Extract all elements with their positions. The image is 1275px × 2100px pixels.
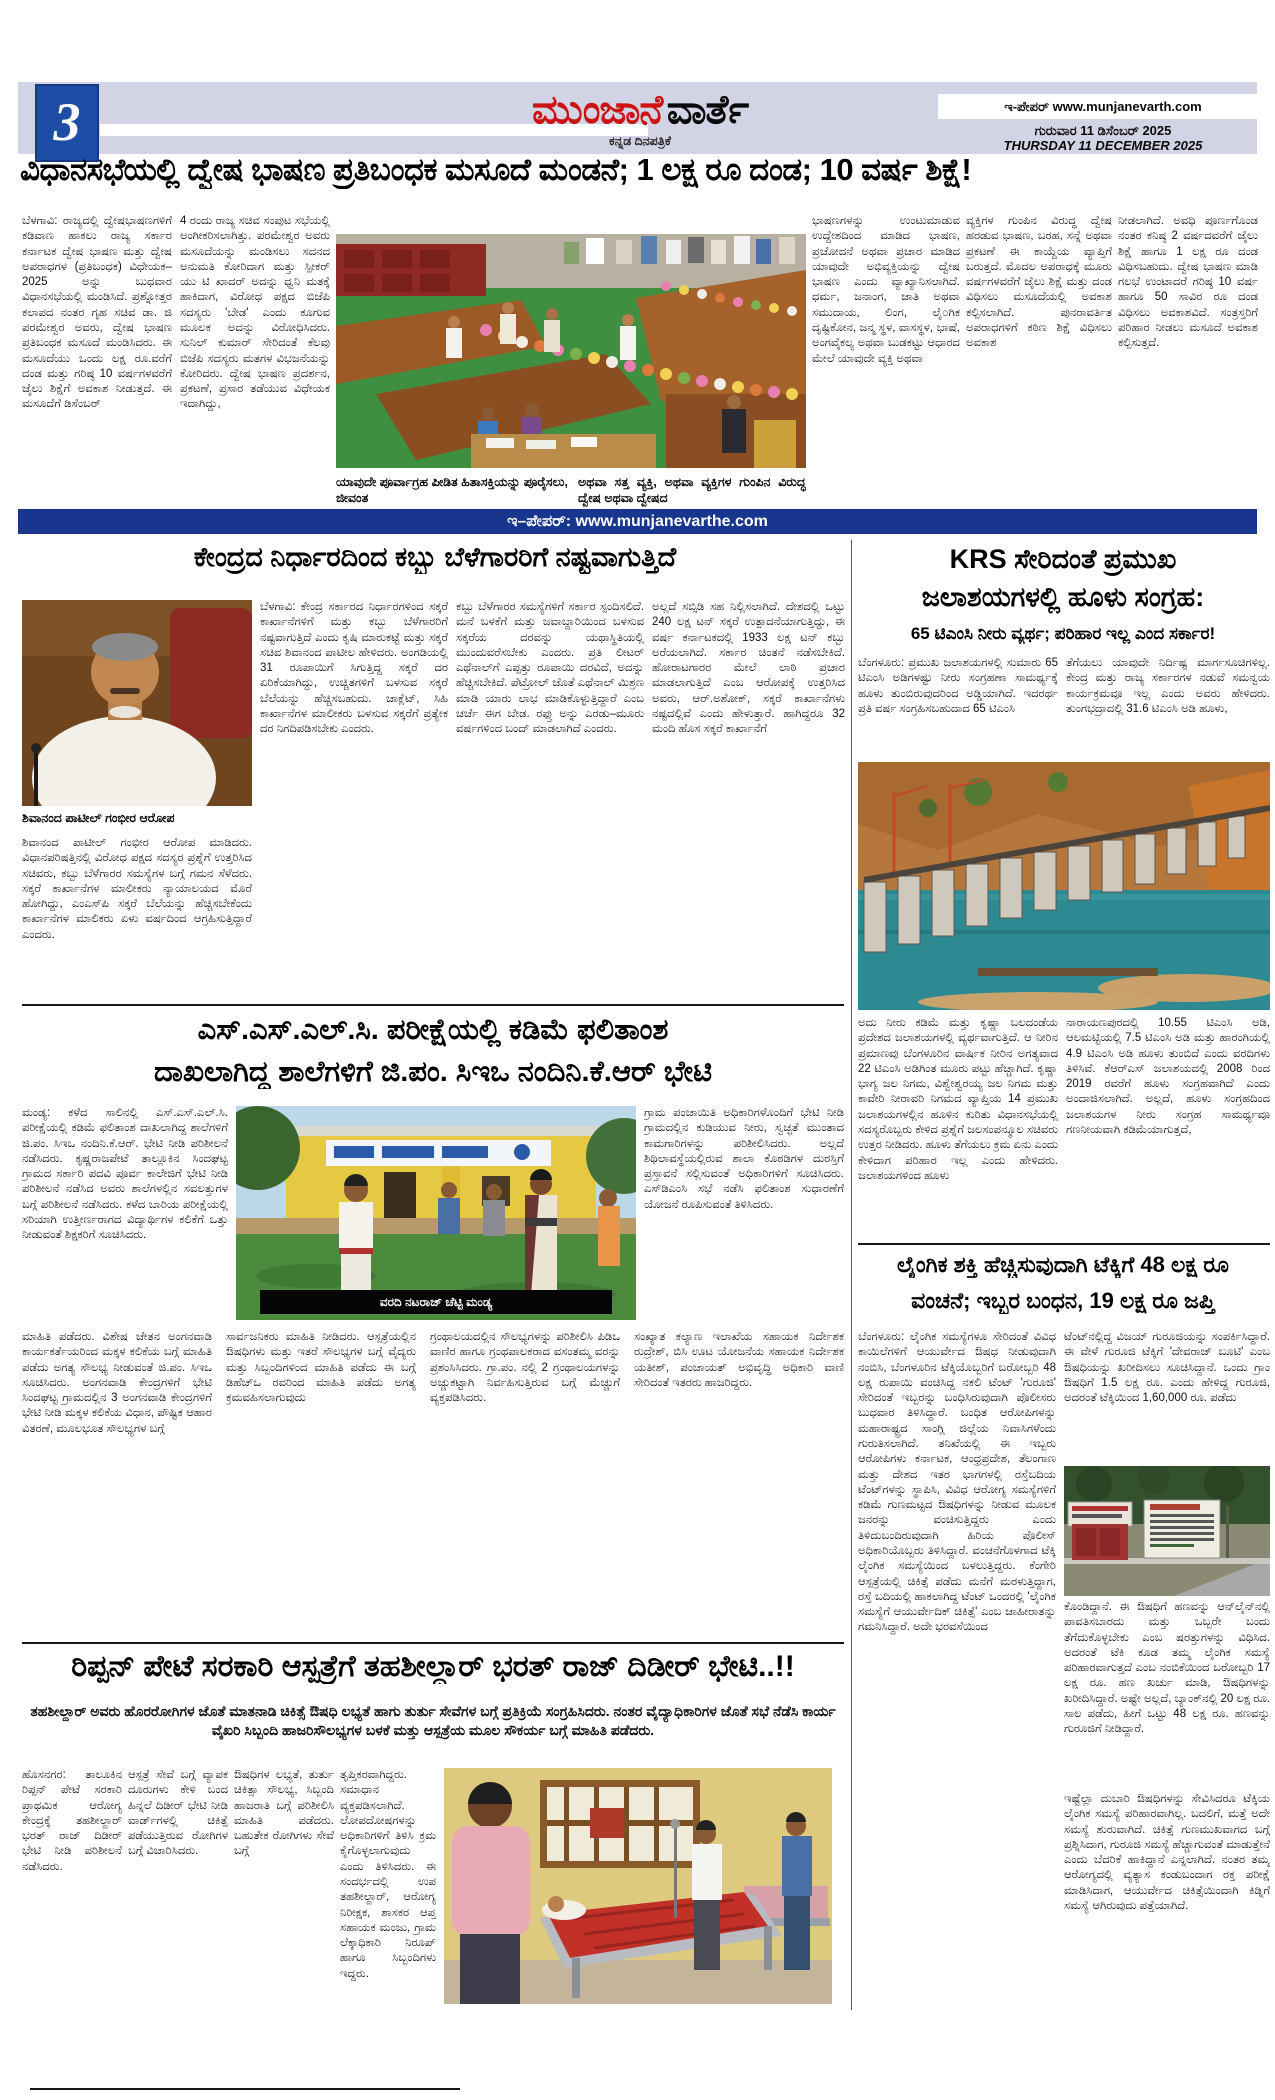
sslc-headline-line2: ದಾಖಲಾಗಿದ್ದ ಶಾಲೆಗಳಿಗೆ ಜಿ.ಪಂ. ಸಿಇಒ ನಂದಿನಿ.ಕೆ.ಆರ್ ಭೇಟಿ	[153, 1056, 713, 1088]
lead-photo-caption-right: ಅಥವಾ ಸತ್ತ ವ್ಯಕ್ತಿ, ಅಥವಾ ವ್ಯಕ್ತಿಗಳ ಗುಂಪಿನ ವಿರುದ್ಧ ದ್ವೇಷ ಅಥವಾ ದ್ವೇಷದ	[578, 475, 806, 506]
rippan-col-4: ತೃಪ್ತಿಕರವಾಗಿದ್ದರು. ಸಮಾಧಾನ ವ್ಯಕ್ತಪಡಿಸಲಾಗಿದೆ. ಲೋಪದೋಷಗಳನ್ನು ಅಧಿಕಾರಿಗಳಿಗೆ ತಿಳಿಸಿ ಕ್ರಮ ಕೈಗೊಳ್ಳಲಾಗುವುದು ಎಂದು ತಿಳಿಸಿದರು. ಈ ಸಂದರ್ಭದಲ್ಲಿ ಉಪ ತಹಶೀಲ್ದಾರ್, ಆರೋಗ್ಯ ನಿರೀಕ್ಷಕ, ಶಾಸಕರ ಆಪ್ತ ಸಹಾಯಕ ಮಂಜು, ಗ್ರಾಮ ಲೆಕ್ಕಾಧಿಕಾರಿ ನಿರೂಪ್ ಹಾಗೂ ಸಿಬ್ಬಂದಿಗಳು ಇದ್ದರು.	[340, 1769, 436, 1980]
rippan-col-3: ಔಷಧಿಗಳ ಲಭ್ಯತೆ, ತುರ್ತು ಚಿಕಿತ್ಸಾ ಸೌಲಭ್ಯ, ಸಿಬ್ಬಂದಿ ಹಾಜರಾತಿ ಬಗ್ಗೆ ಪರಿಶೀಲಿಸಿ ಮಾಹಿತಿ ಪಡೆದರು. ಬಹುತೇಕ ರೋಗಿಗಳು ಸೇವೆ ಬಗ್ಗೆ	[234, 1769, 334, 1858]
fraud-col-right-bottom: ಇಷ್ಟೆಲ್ಲಾ ದುಬಾರಿ ಔಷಧಿಗಳನ್ನು ಸೇವಿಸಿದರೂ ಟೆಕ್ಕಿಯ ಲೈಂಗಿಕ ಸಮಸ್ಯೆ ಪರಿಹಾರವಾಗಿಲ್ಲ. ಬದಲಿಗೆ, ಮತ್ತೆ ಅದೇ ಸಮಸ್ಯೆ ಶುರುವಾಗಿದೆ. ಚಿಕಿತ್ಸೆ ಗುಣಮುಖವಾಗದ ಬಗ್ಗೆ ಪ್ರಶ್ನಿಸಿದಾಗ, ಗುರೂಜಿ ಸಮಸ್ಯೆ ಹೆಚ್ಚಾಗುವಂತೆ ಮಾಡುತ್ತೇನೆ ಎಂದು ಬೆದರಿಕೆ ಹಾಕಿದ್ದಾನೆ ಎನ್ನಲಾಗಿದೆ. ನಂತರ ತಮ್ಮ ಆರೋಗ್ಯದಲ್ಲಿ ವ್ಯತ್ಯಾಸ ಕಂಡುಬಂದಾಗ ರಕ್ತ ಪರೀಕ್ಷೆ ಮಾಡಿಸಿದಾಗ, ಆಯುರ್ವೇದ ಚಿಕಿತ್ಸೆಯಿಂದಾಗಿ ಕಿಡ್ನಿಗೆ ಸಮಸ್ಯೆ ಆಗಿರುವುದು ಪತ್ತೆಯಾಗಿದೆ.	[1064, 1793, 1270, 1912]
rippan-subhead: ತಹಶೀಲ್ದಾರ್ ಅವರು ಹೊರರೋಗಿಗಳ ಜೊತೆ ಮಾತನಾಡಿ ಚಿಕಿತ್ಸೆ ಔಷಧಿ ಲಭ್ಯತೆ ಹಾಗು ತುರ್ತು ಸೇವೆಗಳ ಬಗ್ಗೆ ಪ್ರತಿಕ್ರಿಯೆ ಸಂಗ್ರಹಿಸಿದರು. ನಂತರ ವೈದ್ಯಾಧಿಕಾರಿಗಳ ಜೊತೆ ಸಭೆ ನೆಡೆಸಿ ಕಾರ್ಯ ವೈಖರಿ ಸಿಬ್ಬಂದಿ ಹಾಜರಿಸೌಲಭ್ಯಗಳ ಬಳಕೆ ಮತ್ತು ಆಸ್ಪತ್ರೆಯ ಮೂಲ ಸೌಕರ್ಯ ಬಗ್ಗೆ ಮಾಹಿತಿ ಪಡೆದರು.	[30, 1703, 836, 1738]
sugarcane-col-1: ಬೆಳಗಾವಿ: ಕೇಂದ್ರ ಸರ್ಕಾರದ ನಿರ್ಧಾರಗಳಿಂದ ಸಕ್ಕರೆ ಕಾರ್ಖಾನೆಗಳಿಗೆ ಮತ್ತು ಕಬ್ಬು ಬೆಳೆಗಾರರಿಗೆ ನಷ್ಟವಾಗುತ್ತಿದೆ ಎಂದು ಕೃಷಿ ಮಾರುಕಟ್ಟೆ ಮತ್ತು ಸಕ್ಕರೆ ಸಚಿವ ಶಿವಾನಂದ ಪಾಟೀಲ ಹೇಳಿದರು. ಅಂಗಡಿಯಲ್ಲಿ 31 ರೂಪಾಯಿಗೆ ಸಿಗುತ್ತಿದ್ದ ಸಕ್ಕರೆ ದರ ಏರಿಕೆಯಾಗಿದ್ದು, ಉಚ್ಚಿತಗಳಿಗೆ ಬಳಸುವ ಸಕ್ಕರೆ ಬೆಲೆಯನ್ನು ಹೆಚ್ಚಿಸಬಹುದು. ಚಾಕ್ಲೆಟ್, ಸಿಹಿ ಕಾರ್ಖಾನೆಗಳ ಮಾಲೀಕರು ಬಳಸುವ ಸಕ್ಕರೆಗೆ ಪ್ರತ್ಯೇಕ ದರ ನಿಗದಿಪಡಿಸಬೇಕು ಎಂದರು.	[260, 601, 448, 736]
lead-photo-caption-left: ಯಾವುದೇ ಪೂರ್ವಾಗ್ರಹ ಪೀಡಿತ ಹಿತಾಸಕ್ತಿಯನ್ನು ಪೂರೈಸಲು, ಜೀವಂತ	[336, 475, 568, 506]
sugarcane-headline: ಕೇಂದ್ರದ ನಿರ್ಧಾರದಿಂದ ಕಬ್ಬು ಬೆಳೆಗಾರರಿಗೆ ನಷ್ಟವಾಗುತ್ತಿದೆ	[193, 542, 677, 572]
lead-col-5: ನೀಡಲಾಗಿದೆ. ಅವಧಿ ಪೂರ್ಣಗೊಂಡ ನಂತರ ಕನಿಷ್ಠ 2 ವರ್ಷದವರೆಗೆ ಜೈಲು ಶಿಕ್ಷೆ ಹಾಗೂ 1 ಲಕ್ಷ ರೂ ದಂಡ ವಿಧಿಸಬಹುದು. ದ್ವೇಷ ಭಾಷಣ ಮಾಡಿ ಗಲಭೆ ಉಂಟಾದರೆ ಗರಿಷ್ಠ 10 ವರ್ಷ ಹಾಗೂ 50 ಸಾವಿರ ರೂ ದಂಡ ವಿಧಿಸಲು ಅವಕಾಶವಿದೆ. ಸಂತ್ರಸ್ತರಿಗೆ ಪರಿಹಾರ ನೀಡಲು ಮಸೂದೆ ಅವಕಾಶ ಕಲ್ಪಿಸುತ್ತದೆ.	[1118, 215, 1258, 350]
lead-headline: ವಿಧಾನಸಭೆಯಲ್ಲಿ ದ್ವೇಷ ಭಾಷಣ ಪ್ರತಿಬಂಧಕ ಮಸೂದೆ ಮಂಡನೆ; 1 ಲಕ್ಷ ರೂ ದಂಡ; 10 ವರ್ಷ ಶಿಕ್ಷೆ!	[20, 152, 972, 187]
fraud-headline-line1: ಲೈಂಗಿಕ ಶಕ್ತಿ ಹೆಚ್ಚಿಸುವುದಾಗಿ ಟೆಕ್ಕಿಗೆ 48 ಲಕ್ಷ ರೂ	[897, 1252, 1229, 1277]
bottom-partial-rule	[30, 2088, 460, 2090]
section-divider-vertical	[851, 540, 852, 2010]
fraud-top-rule	[858, 1243, 1270, 1245]
sslc-col-right: ಗ್ರಾಮ ಪಂಚಾಯಿತಿ ಅಧಿಕಾರಿಗಳೊಂದಿಗೆ ಭೇಟಿ ನೀಡಿ ಗ್ರಾಮದಲ್ಲಿನ ಕುಡಿಯುವ ನೀರು, ಸ್ವಚ್ಛತೆ ಮುಂತಾದ ಕಾಮಗಾರಿಗಳನ್ನು ಪರಿಶೀಲಿಸಿದರು. ಅಲ್ಲದೆ ಶಿಥಿಲಾವಸ್ಥೆಯಲ್ಲಿರುವ ಶಾಲಾ ಕೊಠಡಿಗಳ ದುರಸ್ತಿಗೆ ಪ್ರಸ್ತಾವನೆ ಸಲ್ಲಿಸುವಂತೆ ಅಧಿಕಾರಿಗಳಿಗೆ ಸೂಚಿಸಿದರು. ಎಸ್‌ಡಿಎಂಸಿ ಸಭೆ ನಡೆಸಿ ಫಲಿತಾಂಶ ಸುಧಾರಣೆಗೆ ಯೋಜನೆ ರೂಪಿಸುವಂತೆ ತಿಳಿಸಿದರು.	[644, 1107, 844, 1211]
lead-col-4: ವ್ಯಕ್ತಿಗಳ ಗುಂಪಿನ ವಿರುದ್ಧ ದ್ವೇಷ ಹರಡುವ ಭಾಷಣ, ಬರಹ, ಸನ್ನೆ ಅಥವಾ ಪ್ರಕಟಣೆ ಈ ಕಾಯ್ದೆಯ ವ್ಯಾಪ್ತಿಗೆ ಬರುತ್ತದೆ. ಮೊದಲ ಅಪರಾಧಕ್ಕೆ ಮೂರು ವರ್ಷಗಳವರೆಗೆ ಜೈಲು ಶಿಕ್ಷೆ ಮತ್ತು ದಂಡ ವಿಧಿಸಲು ಮಸೂದೆಯಲ್ಲಿ ಅವಕಾಶ ಕಲ್ಪಿಸಲಾಗಿದೆ. ಪುನರಾವರ್ತಿತ ಅಪರಾಧಗಳಿಗೆ ಕಠಿಣ ಶಿಕ್ಷೆ ವಿಧಿಸಲು ಅವಕಾಶ	[966, 215, 1112, 350]
sugarcane-col-2: ಕಬ್ಬು ಬೆಳೆಗಾರರ ಸಮಸ್ಯೆಗಳಿಗೆ ಸರ್ಕಾರ ಸ್ಪಂದಿಸಲಿದೆ. ಮನೆ ಬಳಕೆಗೆ ಮತ್ತು ಜವಾಬ್ದಾರಿಯಿಂದ ಬಳಸುವ ಸಕ್ಕರೆಯ ದರವನ್ನು ಯಥಾಸ್ಥಿತಿಯಲ್ಲಿ ಮುಂದುವರೆಸಬೇಕು ಎಂದರು. ಪ್ರತಿ ಲೀಟರ್ ಎಥೆನಾಲ್‌ಗೆ ಎಪ್ಪತ್ತು ರೂಪಾಯಿ ದರವಿದೆ, ಅದನ್ನು ಹೆಚ್ಚಿಸಬೇಕಿದೆ. ಪೆಟ್ರೋಲ್ ಜೊತೆ ಎಥೆನಾಲ್ ಮಿಶ್ರಣ ಮಾಡಿ ಯಾರು ಲಾಭ ಮಾಡಿಕೊಳ್ಳುತ್ತಿದ್ದಾರೆ ಎಂಬ ಚರ್ಚೆ ಈಗ ಬೇಡ. ರಫ್ತು ಅನ್ನು ಎರಡು–ಮೂರು ವರ್ಷಗಳಿಂದ ಬಂದ್ ಮಾಡಲಾಗಿದೆ ಎಂದರು.	[456, 601, 644, 736]
sslc-top-rule	[22, 1004, 844, 1006]
fraud-headline-line2: ವಂಚನೆ; ಇಬ್ಬರ ಬಂಧನ, 19 ಲಕ್ಷ ರೂ ಜಪ್ತಿ	[911, 1288, 1215, 1313]
krs-col-top-1: ಬೆಂಗಳೂರು: ಪ್ರಮುಖ ಜಲಾಶಯಗಳಲ್ಲಿ ಸುಮಾರು 65 ಟಿಎಂಸಿ ಅಡಿಗಳಷ್ಟು ನೀರು ಸಂಗ್ರಹಣಾ ಸಾಮರ್ಥ್ಯಕ್ಕೆ ಹೂಳು ತುಂಬಿರುವುದರಿಂದ ಅಡ್ಡಿಯಾಗಿದೆ. ಇದರರ್ಥ ಪ್ರತಿ ವರ್ಷ ಸಂಗ್ರಹಿಸಬಹುದಾದ 65 ಟಿಎಂಸಿ	[858, 657, 1058, 715]
sslc-lower-col-2: ಸಾರ್ವಜನಿಕರು ಮಾಹಿತಿ ನೀಡಿದರು. ಆಸ್ಪತ್ರೆಯಲ್ಲಿನ ಔಷಧಿಗಳು ಮತ್ತು ಇತರೆ ಸೌಲಭ್ಯಗಳ ಬಗ್ಗೆ ವೈದ್ಯರು ಮತ್ತು ಸಿಬ್ಬಂದಿಗಳಿಂದ ಮಾಹಿತಿ ಪಡೆದು ಈ ಬಗ್ಗೆ ಡಿಹೆಚ್‌ಒ ರವರಿಂದ ಮಾಹಿತಿ ಪಡೆದು ಅಗತ್ಯ ಕ್ರಮವಹಿಸಲಾಗುವುದು	[226, 1331, 416, 1405]
sslc-lower-col-1: ಮಾಹಿತಿ ಪಡೆದರು. ವಿಶೇಷ ಚೇತನ ಅಂಗನವಾಡಿ ಕಾರ್ಯಕರ್ತೆಯರಿಂದ ಮಕ್ಕಳ ಕಲಿಕೆಯ ಬಗ್ಗೆ ಮಾಹಿತಿ ಪಡೆದು ಅಗತ್ಯ ಸೌಲಭ್ಯ ನೀಡುವಂತೆ ಜಿ.ಪಂ. ಸಿಇಒ ಸೂಚಿಸಿದರು. ಅಂಗನವಾಡಿ ಕೇಂದ್ರಗಳಿಗೆ ಭೇಟಿ ಸಿಂದಘಟ್ಟ ಗ್ರಾಮದಲ್ಲಿನ 3 ಅಂಗನವಾಡಿ ಕೇಂದ್ರಗಳಿಗೆ ಭೇಟಿ ನೀಡಿ ಮಕ್ಕಳ ಕಲಿಕೆಯ ವಿಧಾನ, ಪೌಷ್ಟಿಕ ಆಹಾರ ವಿತರಣೆ, ಮೂಲಭೂತ ಸೌಲಭ್ಯಗಳ ಬಗ್ಗೆ	[22, 1331, 212, 1435]
epaper-bar: ಇ–ಪೇಪರ್: www.munjanevarthe.com	[18, 509, 1257, 534]
lead-col-3: ಭಾಷಣಗಳನ್ನು ಉಂಟುಮಾಡುವ ಉದ್ದೇಶದಿಂದ ಮಾಡಿದ ಭಾಷಣ, ಪ್ರಚೋದನೆ ಅಥವಾ ಪ್ರಚಾರ ಮಾಡಿದ ಯಾವುದೇ ಅಭಿವ್ಯಕ್ತಿಯನ್ನು ದ್ವೇಷ ಭಾಷಣ ಎಂದು ವ್ಯಾಖ್ಯಾನಿಸಲಾಗಿದೆ. ಧರ್ಮ, ಜನಾಂಗ, ಜಾತಿ ಅಥವಾ ಸಮುದಾಯ, ಲಿಂಗ, ಲೈ೦ಗಿಕ ದೃಷ್ಟಿಕೋನ, ಜನ್ಮ ಸ್ಥಳ, ವಾಸಸ್ಥಳ, ಭಾಷೆ, ಅಂಗವೈಕಲ್ಯ ಅಥವಾ ಬುಡಕಟ್ಟು ಆಧಾರದ ಮೇಲೆ ಯಾವುದೇ ವ್ಯಕ್ತಿ ಅಥವಾ	[812, 215, 960, 365]
sslc-col-left: ಮಂಡ್ಯ: ಕಳೆದ ಸಾಲಿನಲ್ಲಿ ಎಸ್.ಎಸ್.ಎಲ್.ಸಿ. ಪರೀಕ್ಷೆಯಲ್ಲಿ ಕಡಿಮೆ ಫಲಿತಾಂಶ ದಾಖಲಾಗಿದ್ದ ಶಾಲೆಗಳಿಗೆ ಜಿ.ಪಂ. ಸಿಇಒ ನಂದಿನಿ.ಕೆ.ಆರ್. ಭೇಟಿ ನೀಡಿ ಪರಿಶೀಲನೆ ನಡೆಸಿದರು. ಕೃಷ್ಣರಾಜಪೇಟೆ ತಾಲ್ಲೂಕಿನ ಸಿಂದಘಟ್ಟ ಗ್ರಾಮದ ಸರ್ಕಾರಿ ಪದವಿ ಪೂರ್ವ ಕಾಲೇಜಿಗೆ ಭೇಟಿ ನೀಡಿ ಪರಿಶೀಲನೆ ನಡೆಸಿದ ಅವರು ಶಾಲೆಗಳಲ್ಲಿನ ಸವಲತ್ತುಗಳ ಬಗ್ಗೆ ಪರಿಶೀಲನೆ ನಡೆಸಿದರು. ಕಳೆದ ಬಾರಿಯ ಪರೀಕ್ಷೆಯಲ್ಲಿ ಸರಿಯಾಗಿ ಉತ್ತೀರ್ಣರಾಗದ ವಿದ್ಯಾರ್ಥಿಗಳ ಕಲಿಕೆಗೆ ಒತ್ತು ನೀಡುವಂತೆ ಶಿಕ್ಷಕರಿಗೆ ಸೂಚಿಸಿದರು.	[22, 1107, 228, 1242]
roadside-banners-photo	[1064, 1466, 1270, 1596]
fraud-col-left: ಬೆಂಗಳೂರು: ಲೈಂಗಿಕ ಸಮಸ್ಯೆಗಳೂ ಸೇರಿದಂತೆ ವಿವಿಧ ಕಾಯಿಲೆಗಳಿಗೆ ಆಯುರ್ವೇದ ಔಷಧ ನೀಡುವುದಾಗಿ ನಂಬಿಸಿ, ಬೆಂಗಳೂರಿನ ಟೆಕ್ಕಿಯೊಬ್ಬರಿಗೆ ಬರೋಬ್ಬರಿ 48 ಲಕ್ಷ ರುಪಾಯಿ ವಂಚಿಸಿದ್ದ ನಕಲಿ ಟೆಂಟ್ 'ಗುರೂಜಿ' ಸೇರಿದಂತೆ ಇಬ್ಬರನ್ನು ಬಂಧಿಸಿರುವುದಾಗಿ ಪೊಲೀಸರು ಬುಧವಾರ ತಿಳಿಸಿದ್ದಾರೆ. ಬಂಧಿತ ಆರೋಪಿಗಳನ್ನು ಮಹಾರಾಷ್ಟ್ರದ ಸಾಂಗ್ಲಿ ಜಿಲ್ಲೆಯ ನಿವಾಸಿಗಳೆಂದು ಗುರುತಿಸಲಾಗಿದೆ. ತನಿಖೆಯಲ್ಲಿ ಈ ಇಬ್ಬರು ಆರೋಪಿಗಳು ಕರ್ನಾಟಕ, ಆಂಧ್ರಪ್ರದೇಶ, ತೆಲಂಗಾಣ ಮತ್ತು ದೇಶದ ಇತರ ಭಾಗಗಳಲ್ಲಿ ರಸ್ತೆಬದಿಯ ಟೆಂಟ್‌ಗಳನ್ನು ಸ್ಥಾಪಿಸಿ, ವಿವಿಧ ಆರೋಗ್ಯ ಸಮಸ್ಯೆಗಳಿಗೆ ಕಡಿಮೆ ಗುಣಮಟ್ಟದ ಔಷಧಿಗಳನ್ನು ನೀಡುವ ಮೂಲಕ ಜನರನ್ನು ವಂಚಿಸುತ್ತಿದ್ದರು ಎಂದು ತಿಳಿದುಬಂದಿರುವುದಾಗಿ ಹಿರಿಯ ಪೊಲೀಸ್ ಅಧಿಕಾರಿಯೊಬ್ಬರು ತಿಳಿಸಿದ್ದಾರೆ. ವಂಚನೆಗೊಳಗಾದ ಟೆಕ್ಕಿ ಲೈಂಗಿಕ ಸಮಸ್ಯೆಯಿಂದ ಬಳಲುತ್ತಿದ್ದರು. ಕೆಂಗೇರಿ ಆಸ್ಪತ್ರೆಯಲ್ಲಿ ಚಿಕಿತ್ಸೆ ಪಡೆದು ಮನೆಗೆ ಮರಳುತ್ತಿದ್ದಾಗ, ರಸ್ತೆ ಬದಿಯಲ್ಲಿ ಹಾಕಲಾಗಿದ್ದ ಟೆಂಟ್ ಒಂದರಲ್ಲಿ 'ಲೈಂಗಿಕ ಸಮಸ್ಯೆಗೆ ಆಯುರ್ವೇದಿಕ್ ಚಿಕಿತ್ಸೆ' ಎಂಬ ಜಾಹೀರಾತನ್ನು ಗಮನಿಸಿದ್ದಾರೆ. ಅದೇ ಭರವಸೆಯಿಂದ	[858, 1331, 1056, 1634]
krs-col-bottom-1: ಅದು ನೀರು ಕಡಿಮೆ ಮತ್ತು ಕೃಷ್ಣಾ ಬಲದಂಡೆಯ ಪ್ರದೇಶದ ಜಲಾಶಯಗಳಲ್ಲಿ ವ್ಯರ್ಥವಾಗುತ್ತಿದೆ. ಆ ನೀರಿನ ಪ್ರಮಾಣವು ಬೆಂಗಳೂರಿನ ವಾರ್ಷಿಕ ನೀರಿನ ಅಗತ್ಯವಾದ 22 ಟಿಎಂಸಿ ಅಡಿಗಿಂತ ಮೂರು ಪಟ್ಟು ಹೆಚ್ಚಾಗಿದೆ. ಕೃಷ್ಣಾ ಭಾಗ್ಯ ಜಲ ನಿಗಮ, ವಿಶ್ವೇಶ್ವರಯ್ಯ ಜಲ ನಿಗಮ ಮತ್ತು ಕಾವೇರಿ ನೀರಾವರಿ ನಿಗಮದ ವ್ಯಾಪ್ತಿಯ 14 ಪ್ರಮುಖ ಜಲಾಶಯಗಳಲ್ಲಿನ ಹೂಳಿನ ಕುರಿತು ವಿಧಾನಸಭೆಯಲ್ಲಿ ಸದಸ್ಯರೊಬ್ಬರು ಕೇಳಿದ ಪ್ರಶ್ನೆಗೆ ಜಲಸಂಪನ್ಮೂಲ ಸಚಿವರು ಉತ್ತರ ನೀಡಿದರು. ಹೂಳು ತೆಗೆಯಲು ಕ್ರಮ ಏನು ಎಂದು ಕೇಳಿದಾಗ ಪರಿಹಾರ ಇಲ್ಲ ಎಂದು ಹೇಳಿದರು. ಜಲಾಶಯಗಳಿಂದ ಹೂಳು	[858, 1017, 1058, 1182]
page-number: 3	[35, 84, 99, 162]
sslc-lower-col-4: ಸಂಖ್ಯಾತ ಕಲ್ಯಾಣ ಇಲಾಖೆಯ ಸಹಾಯಕ ನಿರ್ದೇಶಕ ರುದ್ರೇಶ್, ಬಿಸಿ ಊಟ ಯೋಜನೆಯ ಸಹಾಯಕ ನಿರ್ದೇಶಕ ಯತೀಶ್, ಪಂಚಾಯತ್ ಅಭಿವೃದ್ಧಿ ಅಧಿಕಾರಿ ವಾಣಿ ಸೇರಿದಂತೆ ಇತರರು ಹಾಜರಿದ್ದರು.	[634, 1331, 844, 1389]
krs-headline-line2: ಜಲಾಶಯಗಳಲ್ಲಿ ಹೂಳು ಸಂಗ್ರಹ:	[921, 582, 1205, 612]
sugarcane-col-under-photo: ಶಿವಾನಂದ ಪಾಟೀಲ್ ಗಂಭೀರ ಆರೋಪ ಮಾಡಿದರು. ವಿಧಾನಪರಿಷತ್ತಿನಲ್ಲಿ ವಿರೋಧ ಪಕ್ಷದ ಸದಸ್ಯರ ಪ್ರಶ್ನೆಗೆ ಉತ್ತರಿಸಿದ ಸಚಿವರು, ಕಬ್ಬು ಬೆಳೆಗಾರರ ಸಮಸ್ಯೆಗಳ ಬಗ್ಗೆ ಗಮನ ಸೆಳೆದರು. ಸಕ್ಕರೆ ಕಾರ್ಖಾನೆಗಳ ಮಾಲೀಕರು ನ್ಯಾಯಾಲಯದ ಮೊರೆ ಹೋಗಿದ್ದು, ಎಂಎಸ್‌ಪಿ ಸಕ್ಕರೆ ಬೆಲೆಯನ್ನು ಹೆಚ್ಚಿಸಬೇಕೆಂದು ಕಾರ್ಖಾನೆಗಳ ಮಾಲಿಕರು ಏಳು ವರ್ಷದಿಂದ ಆಗ್ರಹಿಸುತ್ತಿದ್ದಾರೆ ಎಂದರು.	[22, 837, 252, 941]
rippan-col-2: ಆಸ್ಪತ್ರೆ ಸೇವೆ ಬಗ್ಗೆ ವ್ಯಾಪಕ ದೂರುಗಳು ಕೇಳಿ ಬಂದ ಹಿನ್ನಲೆ ದಿಡೀರ್ ಭೇಟಿ ನೀಡಿ ವಾರ್ಡ್‌ಗಳಲ್ಲಿ ಚಿಕಿತ್ಸೆ ಪಡೆಯುತ್ತಿರುವ ರೋಗಿಗಳ ಬಗ್ಗೆ ವಿಚಾರಿಸಿದರು.	[128, 1769, 228, 1858]
krs-col-bottom-2: ನಾರಾಯಣಪುರದಲ್ಲಿ 10.55 ಟಿಎಂಸಿ ಅಡಿ, ಆಲಮಟ್ಟಿಯಲ್ಲಿ 7.5 ಟಿಎಂಸಿ ಅಡಿ ಮತ್ತು ಹಾರಂಗಿಯಲ್ಲಿ 4.9 ಟಿಎಂಸಿ ಅಡಿ ಹೂಳು ತುಂಬಿದೆ ಎಂದು ವರದಿಗಳು ತಿಳಿಸಿವೆ. ಕೆಆರ್‌ಎಸ್ ಜಲಾಶಯದಲ್ಲಿ 2008 ರಿಂದ 2019 ರವರೆಗೆ ಹೂಳು ಸಂಗ್ರಹವಾಗಿದೆ ಎಂದು ಅಂದಾಜಿಸಲಾಗಿದೆ. ಅಲ್ಲದೆ, ಹೂಳು ಸಂಗ್ರಹದಿಂದ ಜಲಾಶಯಗಳ ನೀರು ಸಂಗ್ರಹ ಸಾಮರ್ಥ್ಯವೂ ಗಣನೀಯವಾಗಿ ಕಡಿಮೆಯಾಗುತ್ತದೆ,	[1066, 1017, 1270, 1136]
masthead-title-red: ಮುಂಜಾನೆ	[531, 88, 663, 132]
sugarcane-col-3: ಅಲ್ಲದೆ ಸಬ್ಸಿಡಿ ಸಹ ನಿಲ್ಲಿಸಲಾಗಿದೆ. ದೇಶದಲ್ಲಿ ಒಟ್ಟು 240 ಲಕ್ಷ ಟನ್ ಸಕ್ಕರೆ ಉತ್ಪಾದನೆಯಾಗುತ್ತಿದ್ದು, ಈ ವರ್ಷ ಕರ್ನಾಟಕದಲ್ಲಿ 1933 ಲಕ್ಷ ಟನ್ ಕಬ್ಬು ಅರೆಯಲಾಗಿದೆ. ಸರ್ಕಾರ ಚಿಂತನೆ ನಡೆಸಬೇಕಿದೆ. ಹೋರಾಟಗಾರರ ಮೇಲೆ ಲಾಠಿ ಪ್ರಚಾರ ಮಾಡಲಾಗುತ್ತಿದೆ ಎಂಬ ಆರೋಪಕ್ಕೆ ಉತ್ತರಿಸಿದ ಅವರು, ಆರ್.ಅಶೋಕ್, ಸಕ್ಕರೆ ಕಾರ್ಖಾನೆಗಳು ನಷ್ಟದಲ್ಲಿವೆ ಎಂದು ಹೇಳುತ್ತಾರೆ. ಹಾಗಿದ್ದರೂ 32 ಮಂದಿ ಹೊಸ ಸಕ್ಕರೆ ಕಾರ್ಖಾನೆಗೆ	[652, 601, 845, 736]
masthead	[380, 88, 900, 133]
sslc-lower-col-3: ಗ್ರಂಥಾಲಯದಲ್ಲಿನ ಸೌಲಭ್ಯಗಳನ್ನು ಪರಿಶೀಲಿಸಿ ಪಿಡಿಒ ವಾಣಿರ ಹಾಗೂ ಗ್ರಂಥಪಾಲಕರಾದ ವಸಂತಮ್ಮ ವರನ್ನು ಪ್ರಶಂಸಿಸಿದರು. ಗ್ರಾ.ಪಂ. ನಲ್ಲಿ 2 ಗ್ರಂಥಾಲಯಗಳನ್ನು ಅಚ್ಚುಕಟ್ಟಾಗಿ ನಿರ್ವಹಿಸುತ್ತಿರುವ ಬಗ್ಗೆ ಮೆಚ್ಚುಗೆ ವ್ಯಕ್ತಪಡಿಸಿದರು.	[430, 1331, 620, 1405]
hospital-ward-photo	[444, 1768, 832, 2004]
krs-subhead: 65 ಟಿಎಂಸಿ ನೀರು ವ್ಯರ್ಥ; ಪರಿಹಾರ ಇಲ್ಲ ಎಂದ ಸರ್ಕಾರ!	[910, 624, 1216, 643]
masthead-title-black: ವಾರ್ತೆ	[666, 88, 749, 132]
date-kannada: ಗುರುವಾರ 11 ಡಿಸೆಂಬರ್ 2025	[1034, 123, 1172, 138]
fraud-col-right-top: ಟೆಂಟ್‌ನಲ್ಲಿದ್ದ ವಿಜಯ್ ಗುರೂಜಿಯನ್ನು ಸಂಪರ್ಕಿಸಿದ್ದಾರೆ. ಈ ವೇಳೆ ಗುರೂಜಿ ಟೆಕ್ಕಿಗೆ 'ದೇವರಾಜ್ ಬೂಟಿ' ಎಂಬ ಔಷಧಿಯನ್ನು ಖರೀದಿಸಲು ಸೂಚಿಸಿದ್ದಾನೆ. ಒಂದು ಗ್ರಾಂ ಔಷಧಿಗೆ 1.5 ಲಕ್ಷ ರೂ. ಎಂದು ಹೇಳಿದ್ದ ಗುರೂಜಿ, ಅದರಂತೆ ಟೆಕ್ಕಿಯಿಂದ 1,60,000 ರೂ. ಪಡೆದು	[1064, 1331, 1270, 1405]
epaper-url: ಇ-ಪೇಪರ್ www.munjanevarth.com	[938, 94, 1268, 119]
minister-portrait-photo	[22, 600, 252, 806]
assembly-hall-photo	[336, 234, 806, 468]
rippan-top-rule	[22, 1642, 844, 1644]
minister-photo-caption: ಶಿವಾನಂದ ಪಾಟೀಲ್ ಗಂಭೀರ ಆರೋಪ	[22, 811, 175, 825]
date-english: THURSDAY 11 DECEMBER 2025	[1003, 138, 1203, 153]
lead-col-2: 4 ರಂದು ರಾಜ್ಯ ಸಚಿವ ಸಂಪುಟ ಸಭೆಯಲ್ಲಿ ಅಂಗೀಕರಿಸಲಾಗಿತ್ತು. ಪರಮೇಶ್ವರ ಅವರು ಮಸೂದೆಯನ್ನು ಮಂಡಿಸಲು ಸದನದ ಅನುಮತಿ ಕೋರಿದಾಗ ಮತ್ತು ಸ್ಪೀಕರ್ ಯು ಟಿ ಖಾದರ್ ಅದನ್ನು ಧ್ವನಿ ಮತಕ್ಕೆ ಹಾಕಿದಾಗ, ವಿರೋಧ ಪಕ್ಷದ ಬಿಜೆಪಿ ಸದಸ್ಯರು 'ಬೇಡ' ಎಂದು ಕೂಗುವ ಮೂಲಕ ಅದನ್ನು ವಿರೋಧಿಸಿದರು. ಸುನಿಲ್ ಕುಮಾರ್ ಸೇರಿದಂತೆ ಕೆಲವು ಬಿಜೆಪಿ ಸದಸ್ಯರು ಮತಗಳ ವಿಭಜನೆಯನ್ನು ಕೋರಿದರು. ದ್ವೇಷ ಭಾಷಣ ಪ್ರದರ್ಶನ, ಪ್ರಕಟಣೆ, ಪ್ರಸಾರ ತಡೆಯುವ ವಿಧೇಯಕ ಇದಾಗಿದ್ದು,	[180, 215, 330, 411]
rippan-headline: ರಿಪ್ಪನ್ ಪೇಟೆ ಸರಕಾರಿ ಆಸ್ಪತ್ರೆಗೆ ತಹಶೀಲ್ದಾರ್ ಭರತ್ ರಾಜ್ ದಿಡೀರ್ ಭೇಟಿ..!!	[71, 1650, 795, 1683]
krs-headline-line1: KRS ಸೇರಿದಂತೆ ಪ್ರಮುಖ	[949, 544, 1177, 574]
clinic-visit-photo	[236, 1106, 636, 1320]
krs-col-top-2: ತೆಗೆಯಲು ಯಾವುದೇ ನಿರ್ದಿಷ್ಟ ಮಾರ್ಗಸೂಚಿಗಳಿಲ್ಲ. ಕೇಂದ್ರ ಮತ್ತು ರಾಜ್ಯ ಸರ್ಕಾರಗಳ ನಡುವೆ ಸಮನ್ವಯ ಕಾರ್ಯಕ್ರಮವೂ ಇಲ್ಲ ಎಂದು ಅವರು ಹೇಳಿದರು. ತುಂಗಭದ್ರಾದಲ್ಲಿ 31.6 ಟಿಎಂಸಿ ಅಡಿ ಹೂಳು,	[1066, 657, 1270, 715]
fraud-col-right-mid: ಕೊಂಡಿದ್ದಾನೆ. ಈ ಔಷಧಿಗೆ ಹಣವನ್ನು ಆನ್‌ಲೈನ್‌ನಲ್ಲಿ ಪಾವತಿಸಬಾರದು ಮತ್ತು ಒಬ್ಬರೇ ಬಂದು ತೆಗೆದುಕೊಳ್ಳಬೇಕು ಎಂಬ ಷರತ್ತುಗಳನ್ನು ವಿಧಿಸಿದ. ಅದರಂತೆ ಟೆಕಿ ಕೂಡ ತಮ್ಮ ಲೈಂಗಿಕ ಸಮಸ್ಯೆ ಪರಿಹಾರವಾಗುತ್ತದೆ ಎಂಬ ನಂಬಿಕೆಯಿಂದ ಬರೋಬ್ಬರಿ 17 ಲಕ್ಷ ರೂ. ಹಣ ಖರ್ಚು ಮಾಡಿ, ಔಷಧಿಗಳನ್ನು ಖರೀದಿಸಿದ್ದಾರೆ. ಅಷ್ಟೇ ಅಲ್ಲದೆ, ಬ್ಯಾಂಕ್‌ನಲ್ಲಿ 20 ಲಕ್ಷ ರೂ. ಸಾಲ ಪಡೆದು, ಹೀಗೆ ಒಟ್ಟು 48 ಲಕ್ಷ ರೂ. ಹಣವನ್ನು ಗುರೂಜಿಗೆ ನೀಡಿದ್ದಾರೆ.	[1064, 1601, 1270, 1736]
lead-col-1: ಬೆಳಗಾವಿ: ರಾಜ್ಯದಲ್ಲಿ ದ್ವೇಷಭಾಷಣಗಳಿಗೆ ಕಡಿವಾಣ ಹಾಕಲು ರಾಜ್ಯ ಸರ್ಕಾರ ಕರ್ನಾಟಕ ದ್ವೇಷ ಭಾಷಣ ಮತ್ತು ದ್ವೇಷ ಅಪರಾಧಗಳ (ಪ್ರತಿಬಂಧಕ) ವಿಧೇಯಕ–2025 ಅನ್ನು ಬುಧವಾರ ವಿಧಾನಸಭೆಯಲ್ಲಿ ಮಂಡಿಸಿದೆ. ಪ್ರಶ್ನೋತ್ತರ ಕಲಾಪದ ನಂತರ ಗೃಹ ಸಚಿವ ಡಾ. ಜಿ ಪರಮೇಶ್ವರ ಅವರು, ದ್ವೇಷ ಭಾಷಣ ಪ್ರತಿಬಂಧಕ ಮಸೂದೆ ಮಂಡಿಸಿದರು. ಈ ಮಸೂದೆಯು ಒಂದು ಲಕ್ಷ ರೂ.ವರೆಗೆ ದಂಡ ಮತ್ತು ಗರಿಷ್ಠ 10 ವರ್ಷಗಳವರೆಗೆ ಜೈಲು ಶಿಕ್ಷೆಗೆ ಅವಕಾಶ ನೀಡುತ್ತದೆ. ಈ ಮಸೂದೆಗೆ ಡಿಸೆಂಬರ್	[22, 215, 172, 411]
rippan-col-1: ಹೊಸನಗರ: ತಾಲೂಕಿನ ರಿಪ್ಪನ್ ಪೇಟೆ ಸರಕಾರಿ ಪ್ರಾಥಮಿಕ ಆರೋಗ್ಯ ಕೇಂದ್ರಕ್ಕೆ ತಹಶೀಲ್ದಾರ್ ಭರತ್ ರಾಜ್ ದಿಡೀರ್ ಭೇಟಿ ನೀಡಿ ಪರಿಶೀಲನೆ ನಡೆಸಿದರು.	[22, 1769, 122, 1873]
dam-reservoir-photo	[858, 762, 1270, 1010]
masthead-tagline: ಕನ್ನಡ ದಿನಪತ್ರಿಕೆ	[608, 134, 671, 148]
sslc-photo-caption: ವರದಿ ನಟರಾಜ್ ಚೆಟ್ಟಿ ಮಂಡ್ಯ	[260, 1290, 612, 1314]
sslc-headline-line1: ಎಸ್.ಎಸ್.ಎಲ್.ಸಿ. ಪರೀಕ್ಷೆಯಲ್ಲಿ ಕಡಿಮೆ ಫಲಿತಾಂಶ	[197, 1014, 669, 1046]
